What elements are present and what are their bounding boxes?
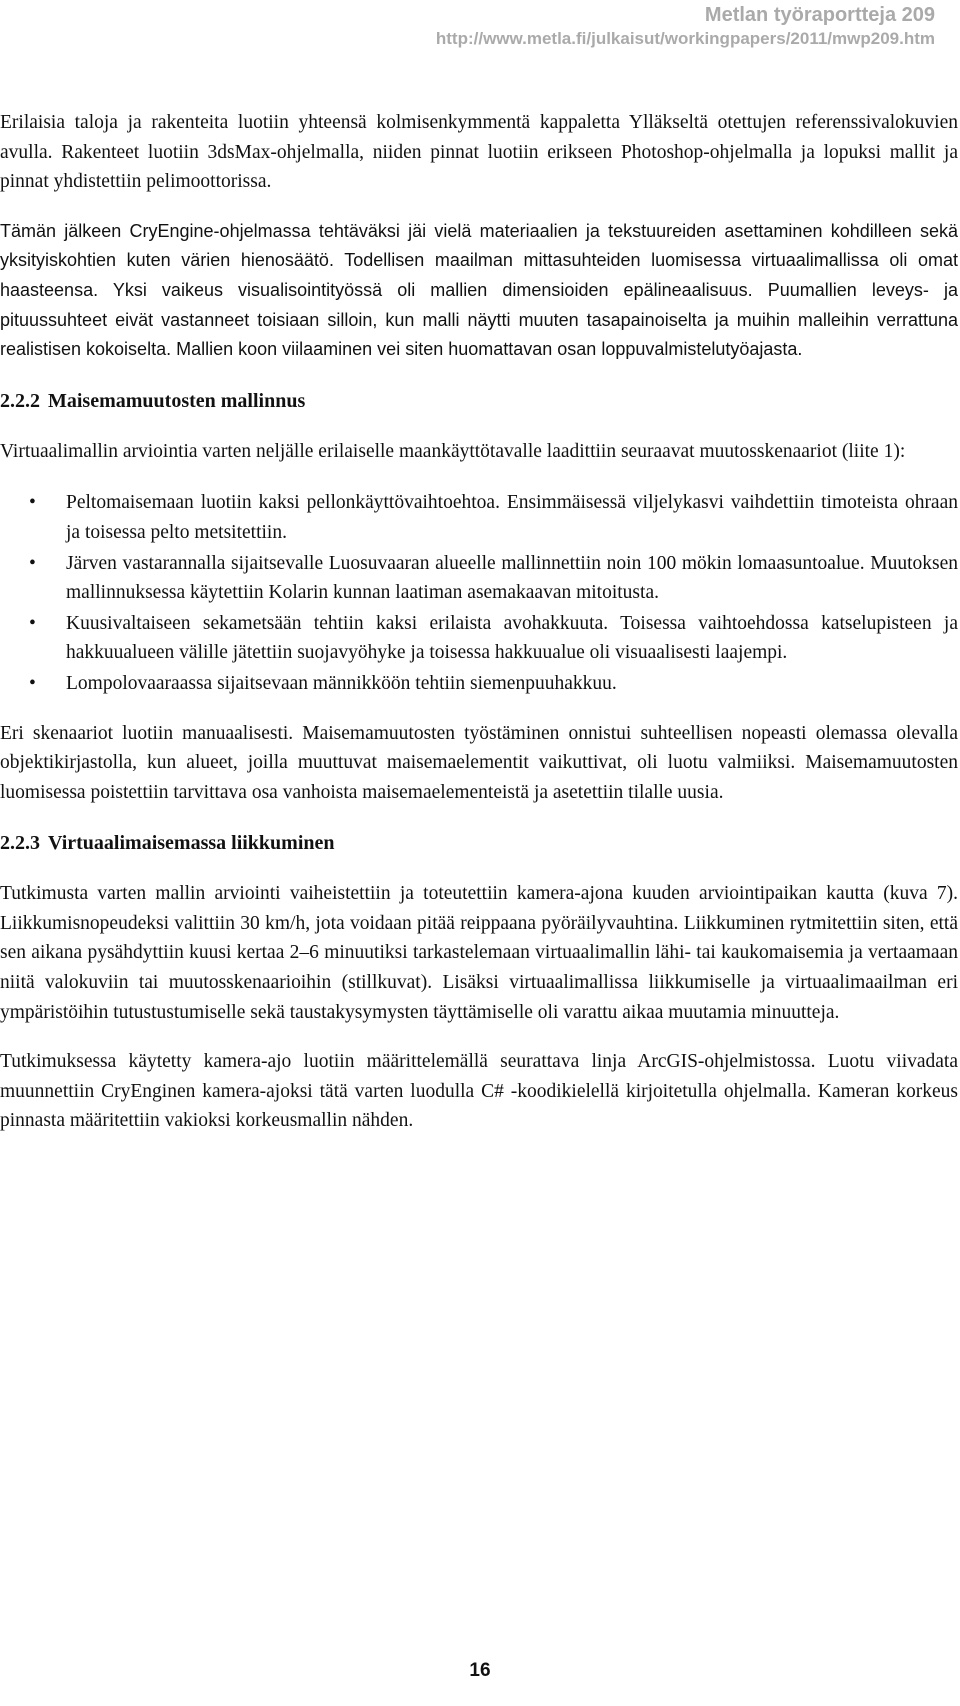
list-item-text: Peltomaisemaan luotiin kaksi pellonkäyttövaihtoehtoa. Ensimmäisessä viljelykasvi vaihdettiin timoteista ohraan ja toisessa pelto metsitettiin. bbox=[66, 492, 958, 543]
section-heading-2-2-3 bbox=[0, 829, 958, 857]
section-number: 2.2.3 bbox=[0, 832, 40, 855]
scenario-list bbox=[0, 488, 958, 698]
list-item-text: Kuusivaltaiseen sekametsään tehtiin kaksi erilaista avohakkuuta. Toisessa vaihtoehdossa katselupisteen ja hakkuualueen välille jätettiin suojavyöhyke ja toisessa hakkuualue oli visuaalisesti laajempi. bbox=[66, 612, 958, 664]
list-item bbox=[0, 669, 958, 699]
list-item bbox=[0, 549, 958, 608]
list-item bbox=[0, 488, 958, 547]
paragraph-scenarios-intro: Virtuaalimallin arviointia varten neljälle erilaiselle maankäyttötavalle laadittiin seuraavat muutosskenaariot (liite 1): bbox=[0, 440, 906, 462]
bullet-symbol: • bbox=[29, 552, 36, 574]
running-header bbox=[436, 2, 935, 50]
list-item bbox=[0, 609, 958, 668]
bullet-symbol: • bbox=[29, 492, 36, 514]
section-number: 2.2.2 bbox=[0, 389, 40, 412]
section-title: Virtuaalimaisemassa liikkuminen bbox=[48, 832, 335, 855]
list-item-text: Lompolovaaraassa sijaitsevaan männikköön tehtiin siemenpuuhakkuu. bbox=[66, 672, 617, 694]
page-body bbox=[0, 108, 958, 1136]
paragraph-manual-scenarios: Eri skenaariot luotiin manuaalisesti. Maisemamuutosten työstäminen onnistui suhteellisen nopeasti olemassa olevalla objektikirjastolla, kun alueet, joilla muuttuvat maisemaelementit vaikuttivat, oli luotu valmiiksi. Maisemamuutosten luomisessa poistettiin tarvittava osa vanhoista maisemaelementeistä ja asetettiin tilalle uusia. bbox=[0, 722, 958, 803]
paragraph-arcgis: Tutkimuksessa käytetty kamera-ajo luotiin määrittelemällä seurattava linja ArcGIS-ohjelmistossa. Luotu viivadata muunnettiin CryEnginen kamera-ajoksi tätä varten luodulla C# -koodikielellä kirjoitetulla ohjelmalla. Kameran korkeus pinnasta määritettiin vakioksi korkeusmallin nähden. bbox=[0, 1051, 958, 1132]
paragraph-cryengine: Tämän jälkeen CryEngine-ohjelmassa tehtäväksi jäi vielä materiaalien ja tekstuureiden asettaminen kohdilleen sekä yksityiskohtien kuten värien hienosäätö. Todellisen maailman mittasuhteiden luomisessa virtuaalimallissa oli omat haasteensa. Yksi vaikeus visualisointityössä oli mallien dimensioiden epälineaalisuus. Puumallien leveys- ja pituussuhteet eivät vastanneet toisiaan silloin, kun malli näytti muuten tasapainoiselta ja muihin malleihin verrattuna realistisen kokoiselta. Mallien koon viilaaminen vei siten huomattavan osan loppuvalmistelutyöajasta. bbox=[0, 220, 958, 360]
bullet-symbol: • bbox=[29, 672, 36, 694]
paragraph-camera-run: Tutkimusta varten mallin arviointi vaiheistettiin ja toteutettiin kamera-ajona kuuden arviointipaikan kautta (kuva 7). Liikkumisnopeudeksi valittiin 30 km/h, jota voidaan pitää reippaana pyöräilyvauhtina. Liikkuminen rytmitettiin siten, että sen aikana pysähdyttiin kuusi kertaa 2–6 minuutiksi tarkastelemaan virtuaalimallin lähi- tai kaukomaisemia ja vertaamaan niitä valokuviin tai muutosskenaarioihin (stillkuvat). Lisäksi virtuaalimallissa liikkumiselle ja virtuaalimaailman eri ympäristöihin tutustustumiselle sekä taustakysymysten täyttämiselle oli varattu aikaa muutamia minuutteja. bbox=[0, 883, 958, 1023]
section-heading-2-2-2 bbox=[0, 387, 958, 415]
list-item-text: Järven vastarannalla sijaitsevalle Luosuvaaran alueelle mallinnettiin noin 100 mökin lomaasuntoalue. Muutoksen mallinnuksessa käytettiin Kolarin kunnan laatiman asemakaavan mitoitusta. bbox=[66, 552, 958, 604]
series-title: Metlan työraportteja 209 bbox=[704, 4, 935, 26]
header-url: http://www.metla.fi/julkaisut/workingpapers/2011/mwp209.htm bbox=[435, 29, 935, 48]
bullet-symbol: • bbox=[29, 612, 36, 634]
page-number: 16 bbox=[469, 1660, 491, 1681]
section-title: Maisemamuutosten mallinnus bbox=[48, 389, 306, 412]
paragraph-intro: Erilaisia taloja ja rakenteita luotiin yhteensä kolmisenkymmentä kappaletta Ylläkseltä otettujen referenssivalokuvien avulla. Rakenteet luotiin 3dsMax-ohjelmalla, niiden pinnat luotiin erikseen Photoshop-ohjelmalla ja lopuksi mallit ja pinnat yhdistettiin pelimoottorissa. bbox=[0, 112, 958, 193]
